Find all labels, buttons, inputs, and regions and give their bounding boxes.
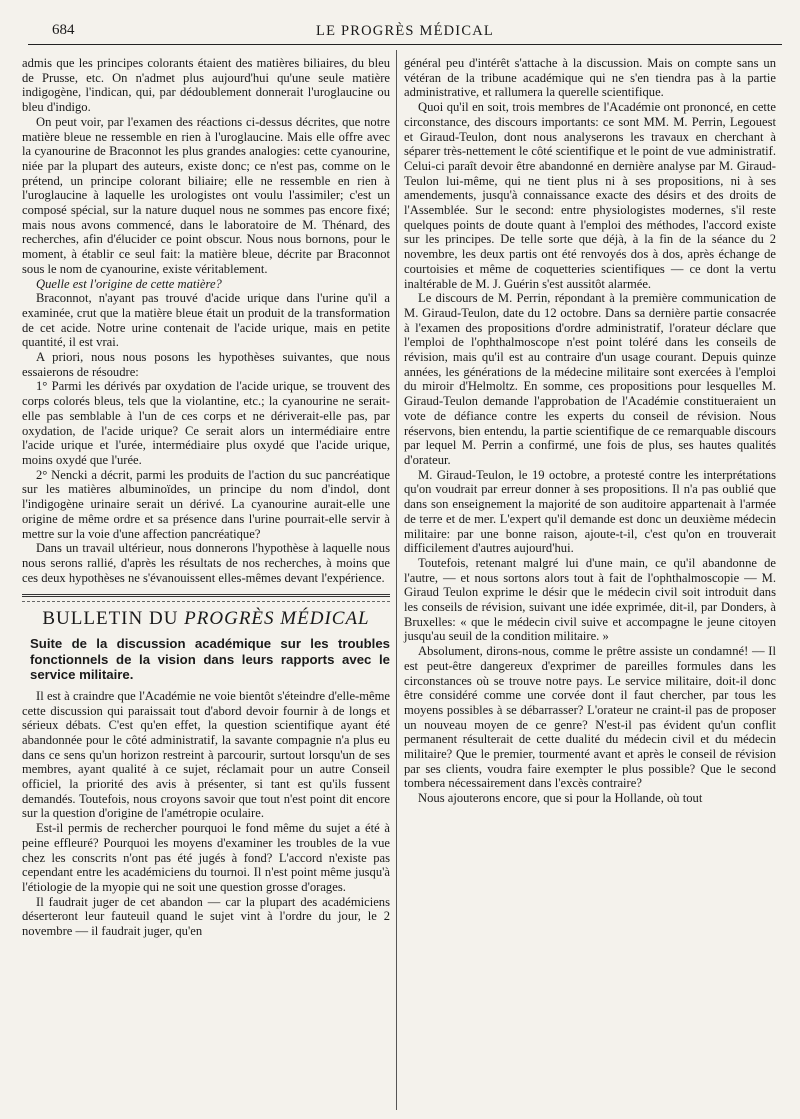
paragraph: général peu d'intérêt s'attache à la discussion. Mais on compte sans un vétéran de la tribune académique qui ne s'en tiendra pas à la partie administrative, et rallumera la querelle scientifique. — [404, 56, 776, 100]
paragraph: 1° Parmi les dérivés par oxydation de l'acide urique, se trouvent des corps colorés bleus, tels que la violantine, etc.; la cyanourine ne serait-elle pas semblable à l'un de ces corps et ne dériverait-elle pas, par oxydation, de l'acide urique? Ce serait alors un intermédiaire entre l'acide urique et l'urée, intermédiaire plus oxydé que l'acide urique, moins oxydé que l'urée. — [22, 379, 390, 467]
paragraph: Absolument, dirons-nous, comme le prêtre assiste un condamné! — Il est peut-être dangereux d'exprimer de pareilles formules dans les circonstances où se trouve notre pays. Le service militaire, doit-il donc être considéré comme une corvée dont il faut chercher, par tous les moyens possibles à se débarrasser? L'orateur ne craint-il pas de proposer un nouveau moyen de ce genre? N'est-il pas évident qu'un conflit permanent résulterait de cette dualité du médecin civil et du médecin militaire? Que le premier, tourmenté avant et après le conseil de révision par ses clients, voudra faire exempter le plus possible? Que le second tombera nécessairement dans l'excès contraire? — [404, 644, 776, 791]
bulletin-title: BULLETIN DU — [42, 608, 179, 630]
column-divider — [396, 50, 397, 1110]
page-header — [28, 20, 782, 45]
paragraph: Quoi qu'il en soit, trois membres de l'Académie ont prononcé, en cette circonstance, des discours importants: ce sont MM. M. Perrin, Legouest et Giraud-Teulon, dont nous analyserons les travaux en cherchant à séparer très-nettement le côté scientifique et le point de vue administratif. Celui-ci paraît devoir être abandonné en dernière analyse par M. Giraud-Teulon lui-même, qui ne tient plus ni à ses propositions, ni à ses amendements, jusqu'à connaissance exacte des désirs et des droits de l'Assemblée. Sur le second: entre physiologistes modernes, s'il reste quelques points de doute quant à l'emploi des méthodes, l'accord existe sur les principes. De telle sorte que déjà, à la fin de la séance du 2 novembre, les deux partis ont été renvoyés dos à dos, après échange de courtoisies et même de coquetteries scientifiques — ce dont la vertu inaltérable de M. J. Guérin s'est aussitôt alarmée. — [404, 100, 776, 291]
paragraph: Le discours de M. Perrin, répondant à la première communication de M. Giraud-Teulon, date du 12 octobre. Dans sa dernière partie consacrée à l'examen des propositions d'ordre administratif, l'orateur déclare que l'emploi de l'ophthalmoscope n'est point toléré dans les conseils de révision, mais qu'il est au contraire d'un usage courant. Depuis quinze années, les générations de la médecine militaire sont exercées à l'emploi du miroir d'Helmoltz. En somme, ces propositions pour lesquelles M. Giraud-Teulon demande l'approbation de l'Académie constitueraient un vote de défiance contre les experts du conseil de révision. Nous réservons, bien entendu, la partie scientifique de ce remarquable discours par lequel M. Perrin a confirmé, une fois de plus, ses hautes qualités d'orateur. — [404, 291, 776, 467]
paragraph: On peut voir, par l'examen des réactions ci-dessus décrites, que notre matière bleue ne ressemble en rien à l'uroglaucine. Mais elle offre avec la cyanourine de Braconnot les plus grandes analogies: cette cyanourine, niée par la plupart des auteurs, existe donc; ce n'est pas, comme on le prétend, un principe colorant biliaire; elle ne ressemble en rien à l'uroglaucine à laquelle les urologistes ont voulu l'assimiler; c'est un composé spécial, sur la nature duquel nous ne sommes pas encore fixé; mais nous avons commencé, dans le laboratoire de M. Thénard, des recherches, afin d'élucider ce point obscur. Nous nous bornons, pour le moment, à établir ce seul fait: la matière bleue, décrite par Braconnot sous le nom de cyanourine, existe véritablement. — [22, 114, 390, 276]
paragraph: Dans un travail ultérieur, nous donnerons l'hypothèse à laquelle nous nous serons rallié, d'après les résultats de nos recherches, à moins que ces deux hypothèses ne s'évanouissent elles-mêmes devant l'expérience. — [22, 541, 390, 585]
section-rule-dashed — [22, 601, 390, 602]
subheading: Quelle est l'origine de cette matière? — [36, 276, 222, 291]
bulletin-heading — [22, 608, 390, 630]
paragraph: Il faudrait juger de cet abandon — car la plupart des académiciens déserteront leur fauteuil quand le sujet vint à l'ordre du jour, le 2 novembre — il faudrait juger, qu'en — [22, 894, 390, 939]
paragraph: Braconnot, n'ayant pas trouvé d'acide urique dans l'urine qu'il a examinée, crut que la matière bleue était un produit de la transformation de cet acide. Notre urine contenait de l'acide urique, mais en petite quantité, il est vrai. — [22, 291, 390, 350]
paragraph: Est-il permis de rechercher pourquoi le fond même du sujet a été à peine effleuré? Pourquoi les moyens d'examiner les troubles de la vue chez les conscrits n'ont pas été jugés à fond? L'accord n'existe pas cependant entre les académiciens du tournoi. Il n'est point même jusqu'à l'étiologie de la myopie qui ne soit une question grosse d'orages. — [22, 821, 390, 894]
paragraph: Nous ajouterons encore, que si pour la Hollande, où tout — [418, 791, 703, 806]
paragraph: Toutefois, retenant malgré lui d'une main, ce qu'il abandonne de l'autre, — et nous sortons alors tout à fait de l'ophthalmoscopie — M. Giraud Teulon exprime le désir que le médecin civil soit introduit dans les conseils de révision, suivant une idée exprimée, dit-il, par Donders, à Bruxelles: « que le médecin civil suive et accompagne le jeune citoyen jusqu'au seuil de la condition militaire. » — [404, 555, 776, 644]
page-number: 684 — [52, 22, 75, 38]
right-column — [404, 56, 776, 806]
left-column — [22, 56, 390, 939]
paragraph: Il est à craindre que l'Académie ne voie bientôt s'éteindre d'elle-même cette discussion qui paraissait tout d'abord devoir fournir à de longs et sérieux débats. C'est qu'en effet, la question scientifique ayant été abandonnée pour le côté administratif, la savante compagnie n'a plus eu dans ce sens qu'un horizon restreint à parcourir, surtout lorsqu'un de ses membres, ayant qualité à ce sujet, réclamait pour un autre Conseil officiel, la priorité des avis à présenter, si tant est qu'ils fussent demandés. Toutefois, nous croyons savoir que tout n'est point dit encore sur la question d'origine de l'amétropie oculaire. — [22, 688, 390, 821]
paragraph: 2° Nencki a décrit, parmi les produits de l'action du suc pancréatique sur les matières albuminoïdes, un principe du nom d'indol, dont l'indigogène urinaire serait un dérivé. La cyanourine aurait-elle une origine de même ordre et sa présence dans l'urine pourrait-elle servir à mettre sur la voie d'une affection pancréatique? — [22, 467, 390, 541]
paragraph: admis que les principes colorants étaient des matières biliaires, du bleu de Prusse, etc. On n'admet plus aujourd'hui qu'une seule matière indigogène, l'indican, qui, par dédoublement donnerait l'uroglaucine ou bleu d'indigo. — [22, 56, 390, 115]
section-title: Suite de la discussion académique sur les troubles fonctionnels de la vision dans leurs rapports avec le service militaire. — [30, 636, 390, 683]
paragraph: A priori, nous nous posons les hypothèses suivantes, que nous essaierons de résoudre: — [22, 350, 390, 379]
paragraph: M. Giraud-Teulon, le 19 octobre, a protesté contre les interprétations qu'on voudrait par erreur donner à ses propositions. Il n'a pas oublié que dans son enseignement la majorité de son auditoire appartenait à l'armée de terre et de mer. L'expert qu'il demande est donc un deuxième médecin militaire: par une bonne raison, ajoute-t-il, c'est qu'on en trouverait difficilement d'autres aujourd'hui. — [404, 467, 776, 556]
journal-title: LE PROGRÈS MÉDICAL — [316, 23, 494, 39]
section-rule — [22, 594, 390, 597]
bulletin-title-italic: PROGRÈS MÉDICAL — [184, 608, 370, 630]
